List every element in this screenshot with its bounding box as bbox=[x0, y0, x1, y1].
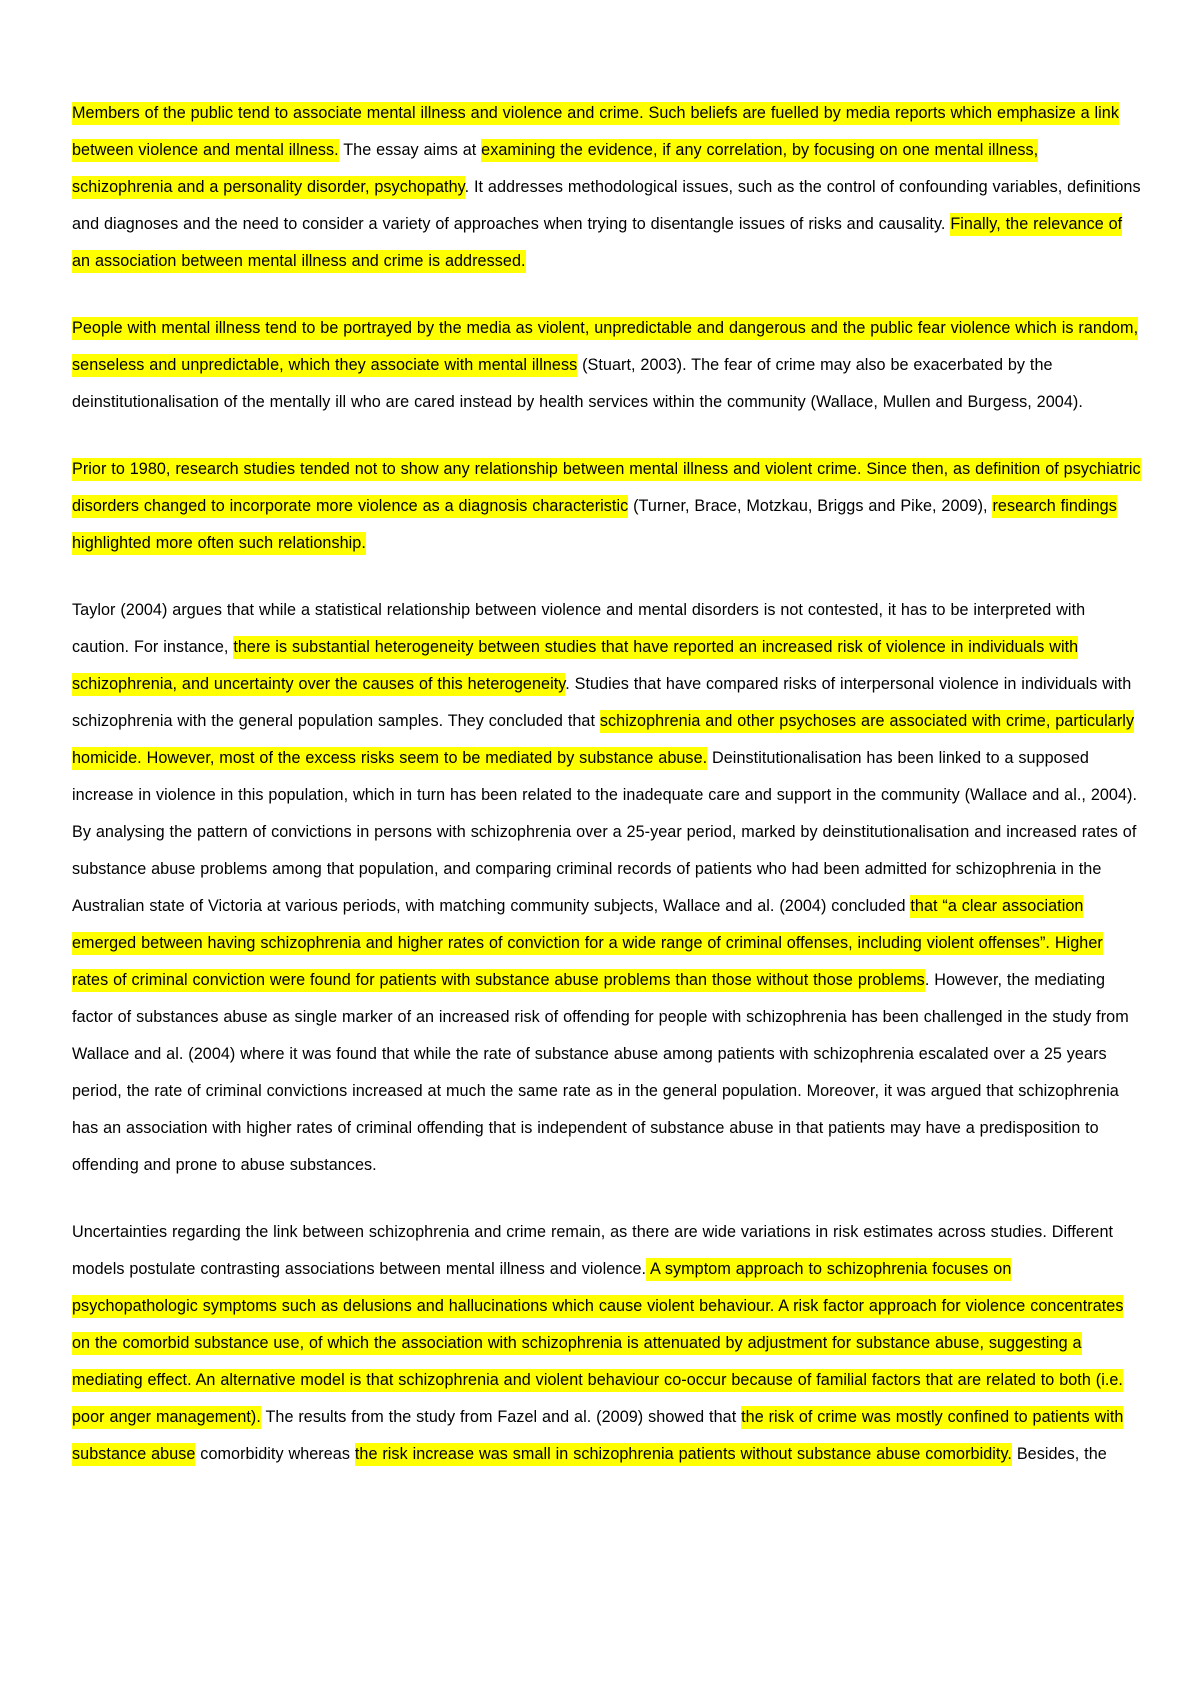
paragraph-intro bbox=[72, 95, 1142, 280]
body-text: . However, the mediating factor of substances abuse as single marker of an increased risk of offending for people with schizophrenia has been challenged in the study from Wallace and al. (2004) where it was found that while the rate of substance abuse among patients with schizophrenia escalated over a 25 years period, the rate of criminal convictions increased at much the same rate as in the general population. Moreover, it was argued that schizophrenia has an association with higher rates of criminal offending that is independent of substance abuse in that patients may have a predisposition to offending and prone to abuse substances. bbox=[72, 971, 1129, 1174]
highlighted-text: research findings highlighted more often such relationship. bbox=[72, 495, 1117, 555]
body-text: . Studies that have compared risks of interpersonal violence in individuals with schizophrenia with the general population samples. They concluded that bbox=[72, 675, 1132, 730]
document-body bbox=[72, 95, 1142, 1503]
highlighted-text: Finally, the relevance of an association between mental illness and crime is addressed. bbox=[72, 213, 1122, 273]
highlighted-text: Members of the public tend to associate mental illness and violence and crime. Such beliefs are fuelled by media reports which emphasize a link between violence and mental illness. bbox=[72, 102, 1119, 162]
paragraph-uncertainties bbox=[72, 1214, 1142, 1473]
body-text: Deinstitutionalisation has been linked to a supposed increase in violence in this population, which in turn has been related to the inadequate care and support in the community (Wallace and al., 2004). By analysing the pattern of convictions in persons with schizophrenia over a 25-year period, marked by deinstitutionalisation and increased rates of substance abuse problems among that population, and comparing criminal records of patients who had been admitted for schizophrenia in the Australian state of Victoria at various periods, with matching community subjects, Wallace and al. (2004) concluded bbox=[72, 749, 1138, 915]
highlighted-text: the risk increase was small in schizophrenia patients without substance abuse comorbidity. bbox=[355, 1443, 1012, 1466]
highlighted-text: the risk of crime was mostly confined to patients with substance abuse bbox=[72, 1406, 1123, 1466]
highlighted-text: People with mental illness tend to be portrayed by the media as violent, unpredictable and dangerous and the public fear violence which is random, senseless and unpredictable, which they associate with mental illness bbox=[72, 317, 1138, 377]
paragraph-taylor bbox=[72, 592, 1142, 1184]
highlighted-text: that “a clear association emerged between having schizophrenia and higher rates of conviction for a wide range of criminal offenses, including violent offenses”. Higher rates of criminal conviction were found for patients with substance abuse problems than those without those problems bbox=[72, 895, 1103, 992]
paragraph-research-history bbox=[72, 451, 1142, 562]
body-text: . It addresses methodological issues, such as the control of confounding variables, definitions and diagnoses and the need to consider a variety of approaches when trying to disentangle issues of risks and causality. bbox=[72, 178, 1141, 233]
highlighted-text: schizophrenia and other psychoses are associated with crime, particularly homicide. However, most of the excess risks seem to be mediated by substance abuse. bbox=[72, 710, 1134, 770]
paragraph-media-portrayal bbox=[72, 310, 1142, 421]
highlighted-text: Prior to 1980, research studies tended not to show any relationship between mental illness and violent crime. Since then, as definition of psychiatric disorders changed to incorporate more violence as a diagnosis characteristic bbox=[72, 458, 1141, 518]
body-text: (Stuart, 2003). The fear of crime may also be exacerbated by the deinstitutionalisation of the mentally ill who are cared instead by health services within the community (Wallace, Mullen and Burgess, 2004). bbox=[72, 356, 1083, 411]
highlighted-text: examining the evidence, if any correlation, by focusing on one mental illness, schizophrenia and a personality disorder, psychopathy bbox=[72, 139, 1038, 199]
body-text: Besides, the bbox=[1011, 1445, 1107, 1463]
body-text: The essay aims at bbox=[338, 141, 482, 159]
body-text: Taylor (2004) argues that while a statistical relationship between violence and mental disorders is not contested, it has to be interpreted with caution. For instance, bbox=[72, 601, 1086, 656]
highlighted-text: there is substantial heterogeneity between studies that have reported an increased risk of violence in individuals with schizophrenia, and uncertainty over the causes of this heterogeneity bbox=[72, 636, 1078, 696]
body-text: Uncertainties regarding the link between schizophrenia and crime remain, as there are wide variations in risk estimates across studies. Different models postulate contrasting associations between mental illness and violence. bbox=[72, 1223, 1114, 1278]
body-text: (Turner, Brace, Motzkau, Briggs and Pike, 2009), bbox=[628, 497, 993, 515]
body-text: The results from the study from Fazel and al. (2009) showed that bbox=[260, 1408, 742, 1426]
body-text: comorbidity whereas bbox=[195, 1445, 355, 1463]
highlighted-text: A symptom approach to schizophrenia focuses on psychopathologic symptoms such as delusions and hallucinations which cause violent behaviour. A risk factor approach for violence concentrates on the comorbid substance use, of which the association with schizophrenia is attenuated by adjustment for substance abuse, suggesting a mediating effect. An alternative model is that schizophrenia and violent behaviour co-occur because of familial factors that are related to both (i.e. poor anger management). bbox=[72, 1258, 1123, 1429]
